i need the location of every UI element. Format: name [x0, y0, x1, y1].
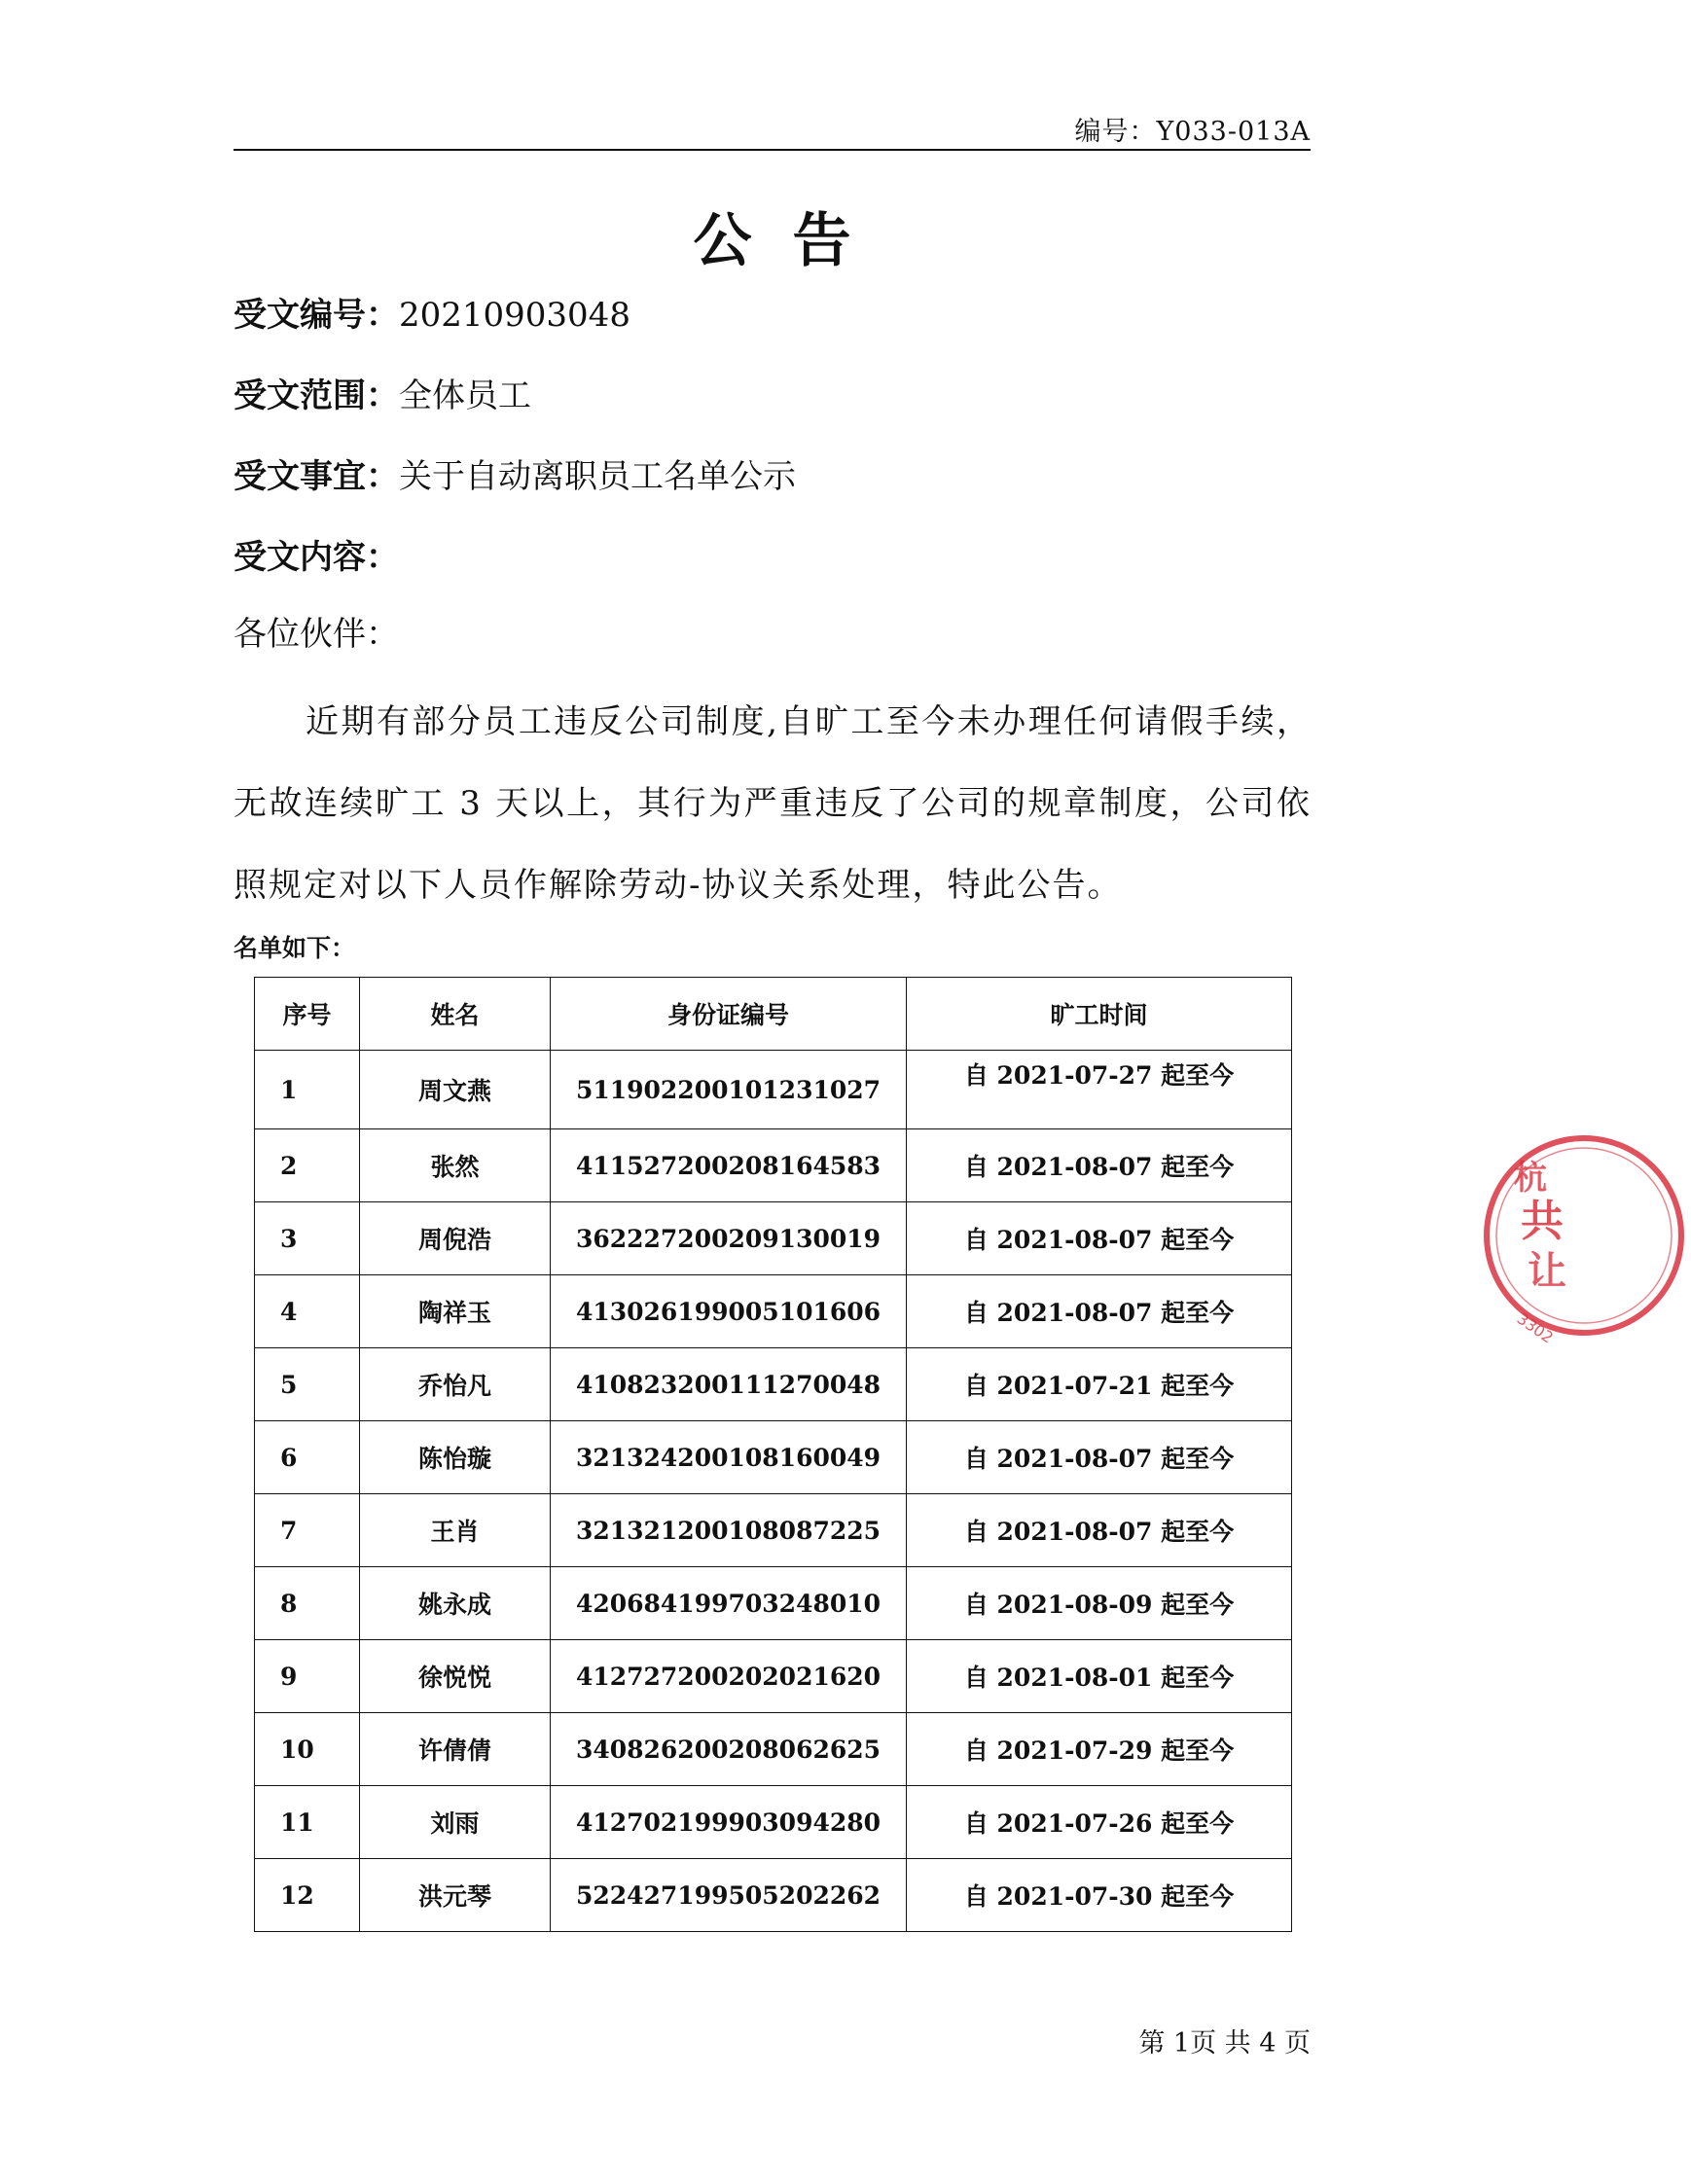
svg-text:共: 共 — [1521, 1197, 1564, 1246]
cell-time: 自 2021-08-07 起至今 — [907, 1129, 1292, 1202]
cell-name: 王肖 — [360, 1494, 551, 1567]
table-row — [255, 1051, 1292, 1129]
cell-name: 许倩倩 — [360, 1713, 551, 1786]
cell-no: 5 — [255, 1348, 360, 1421]
header-id: 身份证编号 — [551, 978, 907, 1051]
table-row — [255, 1713, 1292, 1786]
cell-time: 自 2021-07-27 起至今 — [907, 1051, 1292, 1129]
cell-no: 8 — [255, 1567, 360, 1640]
cell-time: 自 2021-07-26 起至今 — [907, 1786, 1292, 1859]
cell-id: 511902200101231027 — [551, 1051, 907, 1129]
table-row — [255, 1348, 1292, 1421]
meta-content — [234, 530, 399, 578]
cell-id: 411527200208164583 — [551, 1129, 907, 1202]
cell-no: 9 — [255, 1640, 360, 1713]
table-row — [255, 1640, 1292, 1713]
header-no: 序号 — [255, 978, 360, 1051]
cell-time: 自 2021-08-09 起至今 — [907, 1567, 1292, 1640]
cell-name: 刘雨 — [360, 1786, 551, 1859]
cell-id: 413026199005101606 — [551, 1275, 907, 1348]
cell-id: 410823200111270048 — [551, 1348, 907, 1421]
page-number: 第 1页 共 4 页 — [1138, 2028, 1311, 2059]
cell-id: 522427199505202262 — [551, 1859, 907, 1932]
cell-name: 周文燕 — [360, 1051, 551, 1129]
header-time: 旷工时间 — [907, 978, 1292, 1051]
meta-value: 全体员工 — [399, 376, 531, 415]
svg-text:3302: 3302 — [1513, 1308, 1557, 1347]
meta-subject — [234, 449, 796, 497]
company-seal-icon — [1477, 1128, 1691, 1347]
cell-no: 10 — [255, 1713, 360, 1786]
meta-key: 受文范围： — [234, 376, 399, 415]
page-title: 公告 — [693, 207, 892, 275]
table-row — [255, 1202, 1292, 1275]
cell-no: 3 — [255, 1202, 360, 1275]
cell-id: 412727200202021620 — [551, 1640, 907, 1713]
header-rule — [234, 149, 1311, 151]
cell-name: 洪元琴 — [360, 1859, 551, 1932]
cell-time: 自 2021-08-07 起至今 — [907, 1494, 1292, 1567]
table-row — [255, 1421, 1292, 1494]
cell-no: 12 — [255, 1859, 360, 1932]
cell-time: 自 2021-07-30 起至今 — [907, 1859, 1292, 1932]
cell-time: 自 2021-08-07 起至今 — [907, 1421, 1292, 1494]
table-row — [255, 1567, 1292, 1640]
cell-time: 自 2021-08-01 起至今 — [907, 1640, 1292, 1713]
cell-no: 2 — [255, 1129, 360, 1202]
notice-paragraph: 近期有部分员工违反公司制度,自旷工至今未办理任何请假手续，无故连续旷工 3 天以上，其行为严重违反了公司的规章制度，公司依照规定对以下人员作解除劳动-协议关系处理，特此公告。 — [234, 702, 1312, 905]
meta-key: 受文内容： — [234, 538, 399, 577]
meta-value: 20210903048 — [399, 296, 630, 335]
greeting: 各位伙伴： — [234, 615, 399, 654]
cell-no: 6 — [255, 1421, 360, 1494]
table-row — [255, 1859, 1292, 1932]
cell-name: 姚永成 — [360, 1567, 551, 1640]
list-label: 名单如下： — [234, 934, 356, 962]
cell-name: 周倪浩 — [360, 1202, 551, 1275]
meta-value: 关于自动离职员工名单公示 — [399, 457, 796, 496]
table-row — [255, 1786, 1292, 1859]
cell-time: 自 2021-08-07 起至今 — [907, 1202, 1292, 1275]
cell-name: 张然 — [360, 1129, 551, 1202]
document-code: 编号：Y033-013A — [1074, 117, 1311, 147]
cell-time: 自 2021-08-07 起至今 — [907, 1275, 1292, 1348]
cell-id: 362227200209130019 — [551, 1202, 907, 1275]
table-header-row — [255, 978, 1292, 1051]
cell-no: 4 — [255, 1275, 360, 1348]
table-row — [255, 1494, 1292, 1567]
roster-table — [254, 977, 1292, 1932]
meta-key: 受文编号： — [234, 296, 399, 335]
cell-id: 321321200108087225 — [551, 1494, 907, 1567]
cell-name: 徐悦悦 — [360, 1640, 551, 1713]
cell-no: 11 — [255, 1786, 360, 1859]
cell-name: 陈怡璇 — [360, 1421, 551, 1494]
table-row — [255, 1129, 1292, 1202]
cell-id: 412702199903094280 — [551, 1786, 907, 1859]
header-name: 姓名 — [360, 978, 551, 1051]
cell-name: 乔怡凡 — [360, 1348, 551, 1421]
cell-time: 自 2021-07-29 起至今 — [907, 1713, 1292, 1786]
svg-text:让: 让 — [1528, 1249, 1566, 1294]
table-row — [255, 1275, 1292, 1348]
cell-time: 自 2021-07-21 起至今 — [907, 1348, 1292, 1421]
meta-key: 受文事宜： — [234, 457, 399, 496]
cell-id: 321324200108160049 — [551, 1421, 907, 1494]
cell-id: 420684199703248010 — [551, 1567, 907, 1640]
svg-text:杭: 杭 — [1514, 1159, 1547, 1198]
meta-doc-number — [234, 288, 630, 336]
cell-name: 陶祥玉 — [360, 1275, 551, 1348]
cell-no: 7 — [255, 1494, 360, 1567]
meta-scope — [234, 369, 531, 416]
cell-id: 340826200208062625 — [551, 1713, 907, 1786]
cell-no: 1 — [255, 1051, 360, 1129]
